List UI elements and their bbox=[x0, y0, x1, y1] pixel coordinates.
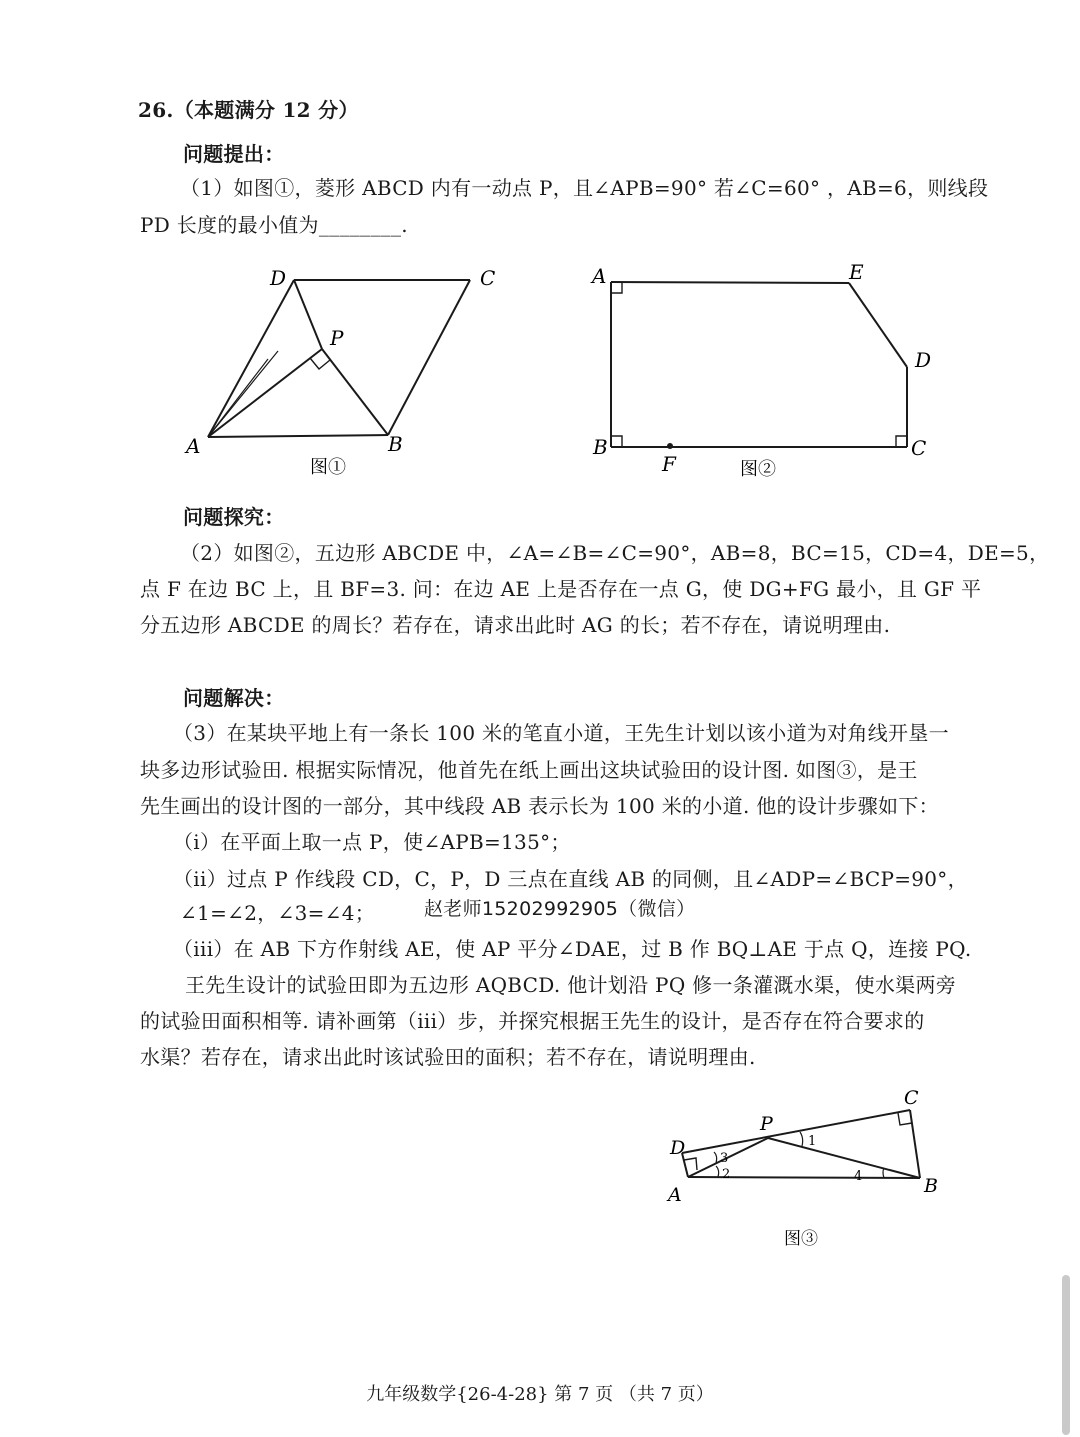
fig3-label-C: C bbox=[904, 1087, 919, 1109]
part3-text-line4: 王先生设计的试验田即为五边形 AQBCD. 他计划沿 PQ 修一条灌溉水渠，使水渠两旁 bbox=[185, 973, 957, 997]
fig3-label-P: P bbox=[760, 1113, 773, 1135]
fig2-point-F bbox=[667, 443, 673, 449]
part3-text-line6: 水渠？若存在，请求出此时该试验田的面积；若不存在，请说明理由. bbox=[140, 1045, 756, 1069]
section-title-explore: 问题探究： bbox=[183, 505, 285, 529]
part2-text-line1: （2）如图②，五边形 ABCDE 中，∠A=∠B=∠C=90°，AB=8，BC=15，CD=4，DE=5， bbox=[180, 541, 1050, 565]
part2-text-line3: 分五边形 ABCDE 的周长？若存在，请求出此时 AG 的长；若不存在，请说明理由. bbox=[140, 613, 891, 637]
fig1-side-AB bbox=[208, 435, 388, 437]
fig2-label-C: C bbox=[911, 436, 927, 460]
fig3-angle-arc-3 bbox=[714, 1152, 717, 1163]
fig3-angle-label-2: 2 bbox=[722, 1167, 731, 1182]
fig2-label-B: B bbox=[593, 435, 608, 459]
fig1-caption: 图① bbox=[310, 457, 346, 478]
fig3-angle-arc-4 bbox=[883, 1168, 884, 1178]
figure-1 bbox=[170, 255, 510, 485]
fig3-label-D: D bbox=[670, 1137, 686, 1159]
fig2-label-F: F bbox=[662, 452, 676, 476]
fig3-angle-arc-1 bbox=[800, 1132, 803, 1146]
fig3-label-A: A bbox=[668, 1184, 682, 1206]
fig3-angle-arc-2 bbox=[716, 1166, 719, 1177]
step-ii-line2: ∠1=∠2，∠3=∠4； bbox=[180, 901, 376, 925]
fig1-label-A: A bbox=[186, 434, 201, 458]
fig1-label-B: B bbox=[388, 432, 403, 456]
fig3-segment-PB bbox=[768, 1138, 920, 1178]
fig2-label-D: D bbox=[915, 348, 932, 372]
fig1-side-CB bbox=[388, 280, 470, 435]
step-i: （i）在平面上取一点 P，使∠APB=135°； bbox=[173, 830, 571, 854]
fig1-segment-PB bbox=[322, 349, 388, 435]
figure-3 bbox=[660, 1080, 960, 1260]
figure-2 bbox=[585, 255, 945, 485]
fig3-segment-CB bbox=[910, 1110, 920, 1178]
fig1-right-angle-mark bbox=[310, 358, 330, 369]
fig3-angle-label-4: 4 bbox=[854, 1169, 863, 1184]
fig2-label-E: E bbox=[849, 260, 864, 284]
fig2-label-A: A bbox=[592, 264, 607, 288]
part3-text-line2: 块多边形试验田. 根据实际情况，他首先在纸上画出这块试验田的设计图. 如图③，是王 bbox=[140, 758, 918, 782]
fig1-sketch-line bbox=[208, 351, 278, 437]
fig3-angle-label-3: 3 bbox=[720, 1151, 729, 1166]
fig3-caption: 图③ bbox=[784, 1229, 818, 1249]
section-title-solve: 问题解决： bbox=[183, 686, 285, 710]
part1-text-line2: PD 长度的最小值为________. bbox=[140, 213, 408, 237]
fig2-side-DE bbox=[849, 283, 907, 367]
question-header: 26.（本题满分 12 分） bbox=[138, 98, 359, 122]
fig1-label-P: P bbox=[330, 326, 344, 350]
fig1-label-D: D bbox=[270, 266, 287, 290]
fig1-label-C: C bbox=[480, 266, 496, 290]
fig3-label-B: B bbox=[924, 1175, 938, 1197]
fig3-angle-label-1: 1 bbox=[808, 1134, 817, 1149]
fig2-right-angle-A bbox=[611, 282, 622, 293]
fig3-segment-DC bbox=[682, 1110, 910, 1153]
fig2-side-AE bbox=[611, 282, 849, 283]
page-footer: 九年级数学{26-4-28} 第 7 页 （共 7 页） bbox=[366, 1384, 714, 1405]
teacher-watermark: 赵老师15202992905（微信） bbox=[424, 898, 696, 920]
part3-text-line3: 先生画出的设计图的一部分，其中线段 AB 表示长为 100 米的小道. 他的设计步骤如下： bbox=[140, 794, 939, 818]
part3-text-line5: 的试验田面积相等. 请补画第（iii）步，并探究根据王先生的设计，是否存在符合要求的 bbox=[140, 1009, 925, 1033]
section-title-propose: 问题提出： bbox=[183, 142, 285, 166]
part2-text-line2: 点 F 在边 BC 上，且 BF=3. 问：在边 AE 上是否存在一点 G，使 DG+FG 最小，且 GF 平 bbox=[140, 577, 982, 601]
fig2-caption: 图② bbox=[740, 459, 776, 480]
step-iii: （iii）在 AB 下方作射线 AE，使 AP 平分∠DAE，过 B 作 BQ⊥AE 于点 Q，连接 PQ. bbox=[173, 937, 972, 961]
part1-text-line1: （1）如图①，菱形 ABCD 内有一动点 P，且∠APB=90° 若∠C=60° ，AB=6，则线段 bbox=[180, 176, 989, 200]
fig2-right-angle-B bbox=[611, 436, 622, 447]
part3-text-line1: （3）在某块平地上有一条长 100 米的笔直小道，王先生计划以该小道为对角线开垦一 bbox=[173, 721, 949, 745]
fig1-segment-DP bbox=[294, 280, 322, 349]
scrollbar-thumb[interactable] bbox=[1062, 1275, 1070, 1435]
fig1-side-AD bbox=[208, 280, 294, 437]
fig2-right-angle-C bbox=[896, 436, 907, 447]
step-ii-line1: （ii）过点 P 作线段 CD，C，P，D 三点在直线 AB 的同侧，且∠ADP=∠BCP=90°， bbox=[173, 867, 968, 891]
